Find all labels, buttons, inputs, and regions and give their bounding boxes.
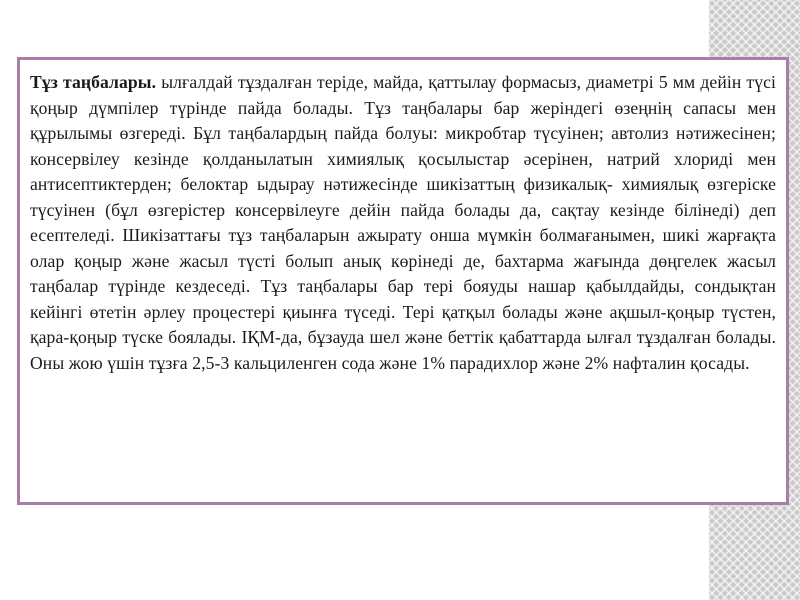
- paragraph-body: ылғалдай тұздалған теріде, майда, қаттылау формасыз, диаметрі 5 мм дейін түсі қоңыр дүмпілер түрінде пайда болады. Тұз таңбалары бар жеріндегі өзеңнің сапасы мен құрылымы өзгереді. Бұл таңбалардың пайда болуы: микробтар түсуінен; автолиз нәтижесінен; консервілеу кезінде қолданылатын химиялық қосылыстар әсерінен, натрий хлориді мен антисептиктерден; белоктар ыдырау нәтижесінде шикізаттың физикалық- химиялық өзгеріске түсуінен (бұл өзгерістер консервілеуге дейін пайда болады да, сақтау кезінде білінеді) деп есептеледі. Шикізаттағы тұз таңбаларын ажырату онша мүмкін болмағанымен, шикі жарғақта олар қоңыр және жасыл түсті болып анық көрінеді де, бахтарма жағында дөңгелек жасыл таңбалар түрінде кездеседі. Тұз таңбалары бар тері бояуды нашар қабылдайды, сондықтан кейінгі өтетін әрлеу процестері қиынға түседі. Тері қатқыл болады және ақшыл-қоңыр түстен, қара-қоңыр түске боялады. ІҚМ-да, бұзауда шел және беттік қабаттарда ылғал тұздалған болады. Оны жою үшін тұзға 2,5-3 кальциленген сода және 1% парадихлор және 2% нафталин қосады.: [30, 72, 777, 373]
- term-heading: Тұз таңбалары.: [30, 72, 157, 92]
- text-frame: [17, 57, 789, 505]
- paragraph: [30, 70, 776, 376]
